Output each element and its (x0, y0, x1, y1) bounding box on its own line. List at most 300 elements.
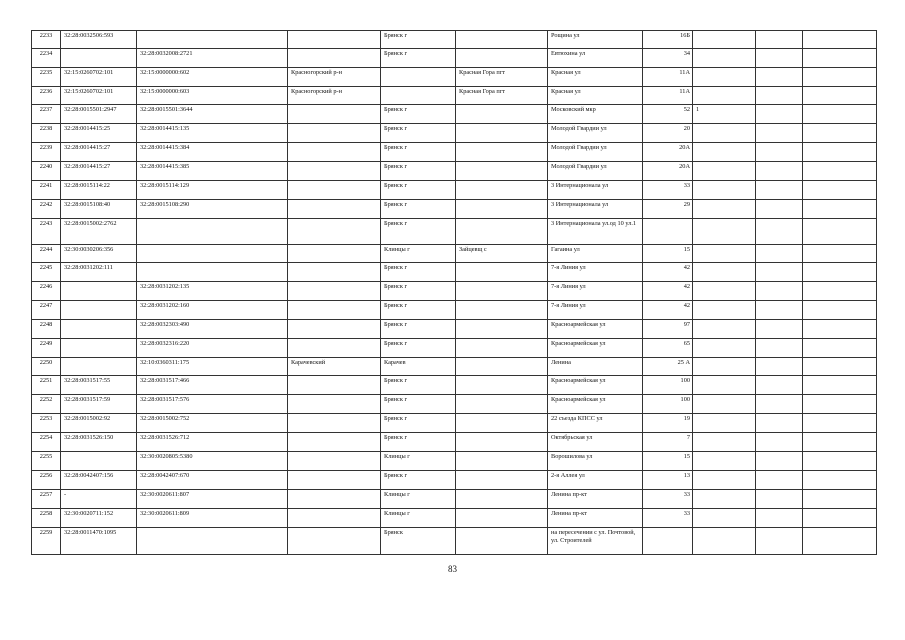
cell-row-number: 2248 (32, 320, 61, 339)
cell-extra (693, 452, 756, 471)
cell-settlement (456, 282, 548, 301)
cell-empty (756, 490, 803, 509)
cell-city: Брянск г (381, 105, 456, 124)
cell-extra (693, 49, 756, 68)
cell-district (288, 200, 381, 219)
cell-settlement (456, 124, 548, 143)
cell-settlement (456, 414, 548, 433)
cell-extra (693, 200, 756, 219)
cell-house: 16Б (643, 31, 693, 49)
cell-house: 20 (643, 124, 693, 143)
cell-city: Брянск г (381, 339, 456, 358)
cell-extra (693, 414, 756, 433)
cell-district (288, 320, 381, 339)
cell-empty (756, 143, 803, 162)
cell-empty (803, 68, 877, 87)
cell-cadastral-object (137, 245, 288, 263)
cell-settlement (456, 395, 548, 414)
cell-district (288, 245, 381, 263)
cell-empty (756, 471, 803, 490)
table-row (32, 320, 877, 339)
cell-district (288, 471, 381, 490)
cell-extra (693, 358, 756, 376)
cell-empty (756, 282, 803, 301)
cell-row-number: 2244 (32, 245, 61, 263)
cell-cadastral-land: 32:28:0042407:156 (61, 471, 137, 490)
cell-empty (803, 395, 877, 414)
cell-empty (803, 105, 877, 124)
cell-row-number: 2255 (32, 452, 61, 471)
cell-row-number: 2259 (32, 528, 61, 555)
cell-city: Клинцы г (381, 452, 456, 471)
cell-cadastral-object: 32:28:0031517:466 (137, 376, 288, 395)
cell-empty (803, 143, 877, 162)
cell-district: Карачевский (288, 358, 381, 376)
cell-row-number: 2242 (32, 200, 61, 219)
cell-city: Клинцы г (381, 245, 456, 263)
cell-house: 33 (643, 490, 693, 509)
cell-empty (803, 471, 877, 490)
table-row (32, 376, 877, 395)
cell-house: 52 (643, 105, 693, 124)
cell-extra (693, 301, 756, 320)
cell-settlement (456, 162, 548, 181)
cell-empty (803, 452, 877, 471)
cell-district (288, 219, 381, 245)
cell-settlement (456, 509, 548, 528)
cell-row-number: 2243 (32, 219, 61, 245)
table-row (32, 471, 877, 490)
cell-cadastral-object: 32:30:0020805:5380 (137, 452, 288, 471)
cell-city: Брянск г (381, 49, 456, 68)
cell-extra (693, 490, 756, 509)
cell-house: 19 (643, 414, 693, 433)
cell-empty (803, 162, 877, 181)
cell-street: 2-я Аллея ул (548, 471, 643, 490)
cell-row-number: 2252 (32, 395, 61, 414)
cell-city: Брянск г (381, 433, 456, 452)
cell-cadastral-land: 32:28:0015114:22 (61, 181, 137, 200)
cell-house: 20А (643, 143, 693, 162)
cell-extra (693, 87, 756, 105)
cell-empty (803, 433, 877, 452)
cell-settlement (456, 358, 548, 376)
cell-cadastral-object (137, 31, 288, 49)
cell-empty (756, 200, 803, 219)
cell-city: Брянск г (381, 181, 456, 200)
cell-empty (756, 395, 803, 414)
cell-row-number: 2236 (32, 87, 61, 105)
cell-house: 15 (643, 452, 693, 471)
cell-street: Красноармейская ул (548, 376, 643, 395)
cell-empty (756, 49, 803, 68)
cell-city (381, 68, 456, 87)
cell-extra (693, 320, 756, 339)
cell-street: 22 съезда КПСС ул (548, 414, 643, 433)
cell-street: Молодой Гвардии ул (548, 162, 643, 181)
cell-empty (803, 87, 877, 105)
cell-settlement: Красная Гора пгт (456, 87, 548, 105)
cell-cadastral-object: 32:28:0031202:135 (137, 282, 288, 301)
cell-row-number: 2240 (32, 162, 61, 181)
cell-settlement: Зайцевщ с (456, 245, 548, 263)
cell-street: Гагаина ул (548, 245, 643, 263)
cell-empty (803, 49, 877, 68)
cell-row-number: 2241 (32, 181, 61, 200)
cell-empty (803, 528, 877, 555)
cell-settlement (456, 490, 548, 509)
cell-city: Брянск г (381, 200, 456, 219)
cell-district (288, 433, 381, 452)
cell-empty (756, 263, 803, 282)
cell-cadastral-object: 32:30:0020611:809 (137, 509, 288, 528)
cell-city: Брянск г (381, 263, 456, 282)
cell-street: 3 Интернационала ул.од 10 ул.1 (548, 219, 643, 245)
cell-empty (756, 509, 803, 528)
cell-row-number: 2251 (32, 376, 61, 395)
cell-row-number: 2239 (32, 143, 61, 162)
cell-district (288, 143, 381, 162)
cell-district (288, 124, 381, 143)
cell-cadastral-land (61, 358, 137, 376)
cell-city: Брянск г (381, 414, 456, 433)
cell-district: Красногорский р-н (288, 68, 381, 87)
cell-district: Красногорский р-н (288, 87, 381, 105)
table-row (32, 87, 877, 105)
cell-extra (693, 219, 756, 245)
cell-street: 3 Интернационала ул (548, 200, 643, 219)
cell-empty (756, 414, 803, 433)
cell-district (288, 263, 381, 282)
cell-row-number: 2237 (32, 105, 61, 124)
cell-extra (693, 395, 756, 414)
cell-cadastral-object: 32:15:0000000:602 (137, 68, 288, 87)
cell-district (288, 376, 381, 395)
cell-settlement (456, 31, 548, 49)
cell-empty (803, 320, 877, 339)
cell-cadastral-object (137, 263, 288, 282)
cell-empty (756, 528, 803, 555)
cell-empty (803, 181, 877, 200)
cell-cadastral-land (61, 282, 137, 301)
cell-cadastral-object: 32:28:0014415:384 (137, 143, 288, 162)
cell-extra (693, 433, 756, 452)
cell-district (288, 509, 381, 528)
cell-settlement (456, 433, 548, 452)
cell-district (288, 490, 381, 509)
cell-house: 42 (643, 282, 693, 301)
cell-house: 11А (643, 68, 693, 87)
cell-house: 29 (643, 200, 693, 219)
cell-cadastral-land: 32:28:0031517:59 (61, 395, 137, 414)
cell-cadastral-land: 32:28:0014415:27 (61, 143, 137, 162)
cell-cadastral-object: 32:28:0015501:3644 (137, 105, 288, 124)
cell-city: Брянск г (381, 471, 456, 490)
cell-street: Ленина пр-кт (548, 490, 643, 509)
cell-extra (693, 31, 756, 49)
cell-cadastral-land (61, 49, 137, 68)
cell-cadastral-land: 32:30:0020711:152 (61, 509, 137, 528)
cell-extra (693, 471, 756, 490)
cell-district (288, 395, 381, 414)
cell-row-number: 2249 (32, 339, 61, 358)
cell-house: 13 (643, 471, 693, 490)
cell-empty (803, 219, 877, 245)
cell-empty (803, 490, 877, 509)
cell-settlement (456, 471, 548, 490)
cell-cadastral-object (137, 528, 288, 555)
cell-house: 100 (643, 376, 693, 395)
cell-row-number: 2246 (32, 282, 61, 301)
cell-city: Брянск г (381, 219, 456, 245)
cell-row-number: 2256 (32, 471, 61, 490)
cell-extra (693, 245, 756, 263)
cell-cadastral-land: 32:28:0031526:150 (61, 433, 137, 452)
cell-street: Красноармейская ул (548, 395, 643, 414)
cell-extra (693, 509, 756, 528)
cell-city: Брянск г (381, 376, 456, 395)
cell-cadastral-object: 32:28:0014415:135 (137, 124, 288, 143)
table-row (32, 339, 877, 358)
table-row (32, 162, 877, 181)
cell-settlement (456, 528, 548, 555)
cell-extra (693, 143, 756, 162)
cell-house: 33 (643, 509, 693, 528)
cell-extra (693, 162, 756, 181)
cell-empty (756, 219, 803, 245)
cell-empty (803, 358, 877, 376)
table-row (32, 301, 877, 320)
cell-cadastral-land: 32:28:0032506:593 (61, 31, 137, 49)
cell-extra (693, 376, 756, 395)
cell-settlement (456, 181, 548, 200)
cell-city: Брянск г (381, 395, 456, 414)
cell-cadastral-object: 32:28:0032316:220 (137, 339, 288, 358)
table-row (32, 452, 877, 471)
cell-settlement (456, 301, 548, 320)
cell-empty (756, 433, 803, 452)
cell-city: Клинцы г (381, 509, 456, 528)
cell-cadastral-object: 32:10:0360311:175 (137, 358, 288, 376)
cell-cadastral-object: 32:28:0031202:160 (137, 301, 288, 320)
cell-district (288, 528, 381, 555)
cell-row-number: 2234 (32, 49, 61, 68)
cell-house: 100 (643, 395, 693, 414)
cell-district (288, 301, 381, 320)
cell-empty (756, 87, 803, 105)
cell-row-number: 2257 (32, 490, 61, 509)
cell-street: Молодой Гвардии ул (548, 124, 643, 143)
cell-city: Брянск г (381, 282, 456, 301)
cell-street: Молодой Гвардии ул (548, 143, 643, 162)
cell-cadastral-land: 32:28:0015108:40 (61, 200, 137, 219)
cell-house: 15 (643, 245, 693, 263)
cell-extra (693, 263, 756, 282)
table-row (32, 433, 877, 452)
cell-settlement (456, 263, 548, 282)
cell-cadastral-land: - (61, 490, 137, 509)
cell-street: Ленина (548, 358, 643, 376)
table-row (32, 395, 877, 414)
table-row (32, 181, 877, 200)
cell-empty (756, 339, 803, 358)
cell-city: Клинцы г (381, 490, 456, 509)
cell-row-number: 2258 (32, 509, 61, 528)
cell-cadastral-land (61, 339, 137, 358)
cell-row-number: 2245 (32, 263, 61, 282)
cell-city (381, 87, 456, 105)
cell-house (643, 219, 693, 245)
table-row (32, 124, 877, 143)
cell-settlement (456, 219, 548, 245)
cell-city: Брянск г (381, 162, 456, 181)
cell-empty (756, 245, 803, 263)
cell-cadastral-object: 32:28:0015114:129 (137, 181, 288, 200)
cell-district (288, 49, 381, 68)
cell-extra (693, 339, 756, 358)
table-row (32, 49, 877, 68)
cell-house: 65 (643, 339, 693, 358)
cell-cadastral-object: 32:28:0042407:670 (137, 471, 288, 490)
cell-settlement (456, 320, 548, 339)
cell-house: 34 (643, 49, 693, 68)
table-row (32, 282, 877, 301)
cell-empty (756, 452, 803, 471)
cell-house: 25 А (643, 358, 693, 376)
cell-settlement (456, 376, 548, 395)
cell-cadastral-object: 32:28:0015002:752 (137, 414, 288, 433)
cell-settlement (456, 143, 548, 162)
cell-row-number: 2233 (32, 31, 61, 49)
cell-street: Московский мкр (548, 105, 643, 124)
register-table (31, 30, 877, 555)
cell-cadastral-object: 32:28:0031517:576 (137, 395, 288, 414)
cell-district (288, 282, 381, 301)
cell-city: Брянск (381, 528, 456, 555)
cell-street: Красная ул (548, 68, 643, 87)
cell-cadastral-object: 32:28:0014415:385 (137, 162, 288, 181)
cell-cadastral-land: 32:28:0015501:2947 (61, 105, 137, 124)
cell-cadastral-land (61, 320, 137, 339)
cell-street: Евтюхина ул (548, 49, 643, 68)
cell-cadastral-land: 32:28:0015002:2762 (61, 219, 137, 245)
cell-row-number: 2253 (32, 414, 61, 433)
cell-extra: 1 (693, 105, 756, 124)
cell-cadastral-object: 32:15:0000000:603 (137, 87, 288, 105)
table-body (32, 31, 877, 555)
cell-cadastral-object: 32:28:0032303:490 (137, 320, 288, 339)
cell-empty (803, 376, 877, 395)
cell-empty (756, 31, 803, 49)
cell-cadastral-land: 32:28:0031517:55 (61, 376, 137, 395)
cell-street: 7-я Линия ул (548, 282, 643, 301)
cell-street: Ленина пр-кт (548, 509, 643, 528)
cell-extra (693, 282, 756, 301)
cell-settlement (456, 105, 548, 124)
table-row (32, 143, 877, 162)
table-row (32, 245, 877, 263)
table-row (32, 358, 877, 376)
table-row (32, 31, 877, 49)
cell-empty (803, 301, 877, 320)
table-row (32, 219, 877, 245)
cell-district (288, 31, 381, 49)
cell-empty (803, 509, 877, 528)
cell-empty (756, 320, 803, 339)
table-row (32, 68, 877, 87)
cell-row-number: 2238 (32, 124, 61, 143)
cell-cadastral-object: 32:28:0015108:290 (137, 200, 288, 219)
cell-city: Брянск г (381, 31, 456, 49)
cell-empty (803, 31, 877, 49)
cell-street: 3 Интернационала ул (548, 181, 643, 200)
cell-city: Брянск г (381, 124, 456, 143)
cell-district (288, 105, 381, 124)
cell-district (288, 181, 381, 200)
cell-house: 20А (643, 162, 693, 181)
cell-cadastral-land: 32:28:0014415:27 (61, 162, 137, 181)
cell-house: 42 (643, 301, 693, 320)
cell-street: 7-я Линия ул (548, 263, 643, 282)
cell-house: 7 (643, 433, 693, 452)
table-row (32, 105, 877, 124)
cell-empty (756, 124, 803, 143)
cell-extra (693, 528, 756, 555)
cell-empty (756, 358, 803, 376)
table-row (32, 509, 877, 528)
cell-empty (756, 376, 803, 395)
cell-empty (756, 162, 803, 181)
cell-street: Красноармейская ул (548, 320, 643, 339)
cell-empty (756, 105, 803, 124)
cell-empty (803, 282, 877, 301)
cell-row-number: 2254 (32, 433, 61, 452)
table-row (32, 263, 877, 282)
cell-cadastral-object: 32:30:0020611:807 (137, 490, 288, 509)
cell-house: 97 (643, 320, 693, 339)
cell-cadastral-object (137, 219, 288, 245)
cell-empty (803, 263, 877, 282)
cell-empty (803, 245, 877, 263)
page-number: 83 (448, 564, 457, 574)
table-row (32, 528, 877, 555)
cell-cadastral-land: 32:28:0014415:25 (61, 124, 137, 143)
cell-cadastral-land (61, 301, 137, 320)
cell-house: 33 (643, 181, 693, 200)
cell-settlement (456, 49, 548, 68)
cell-street: Красноармейская ул (548, 339, 643, 358)
cell-cadastral-land: 32:28:0031202:111 (61, 263, 137, 282)
cell-house: 42 (643, 263, 693, 282)
cell-house (643, 528, 693, 555)
cell-city: Карачев (381, 358, 456, 376)
cell-settlement (456, 339, 548, 358)
cell-extra (693, 68, 756, 87)
cell-house: 11А (643, 87, 693, 105)
cell-cadastral-land: 32:30:0030206:356 (61, 245, 137, 263)
cell-city: Брянск г (381, 301, 456, 320)
cell-extra (693, 181, 756, 200)
table-row (32, 490, 877, 509)
cell-city: Брянск г (381, 143, 456, 162)
cell-district (288, 162, 381, 181)
cell-settlement (456, 452, 548, 471)
cell-cadastral-land: 32:15:0260702:101 (61, 68, 137, 87)
cell-settlement: Красная Гора пгт (456, 68, 548, 87)
cell-street: 7-я Линия ул (548, 301, 643, 320)
cell-street: Рощина ул (548, 31, 643, 49)
cell-cadastral-object: 32:28:0032008:2721 (137, 49, 288, 68)
